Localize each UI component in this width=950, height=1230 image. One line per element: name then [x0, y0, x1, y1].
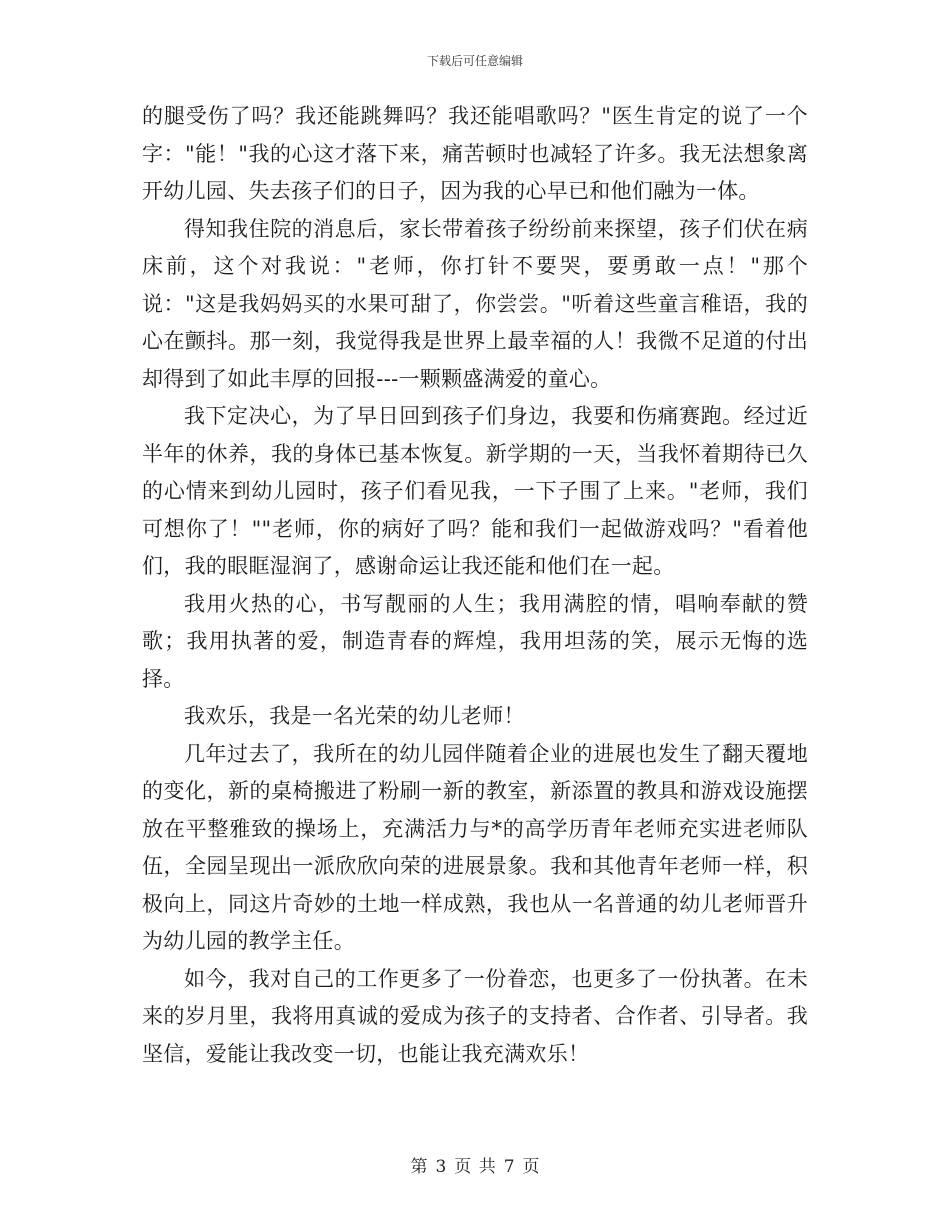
paragraph-5: 我欢乐，我是一名光荣的幼儿老师！: [184, 704, 525, 728]
paragraph-2: 得知我住院的消息后，家长带着孩子纷纷前来探望，孩子们伏在病床前，这个对我说："老师，你打针不要哭，要勇敢一点！"那个说："这是我妈妈买的水果可甜了，你尝尝。"听着这些童言稚语，我的心在颤抖。那一刻，我觉得我是世界上最幸福的人！我微不足道的付出却得到了如此丰厚的回报---一颗颗盛满爱的童心。: [142, 216, 808, 391]
document-body: [142, 98, 808, 1073]
paragraph-1: 的腿受伤了吗？我还能跳舞吗？我还能唱歌吗？"医生肯定的说了一个字："能！"我的心这才落下来，痛苦顿时也减轻了许多。我无法想象离开幼儿园、失去孩子们的日子，因为我的心早已和他们融为一体。: [142, 104, 808, 203]
paragraph-3: 我下定决心，为了早日回到孩子们身边，我要和伤痛赛跑。经过近半年的休养，我的身体已基本恢复。新学期的一天，当我怀着期待已久的心情来到幼儿园时，孩子们看见我，一下子围了上来。"老师，我们可想你了！""老师，你的病好了吗？能和我们一起做游戏吗？"看着他们，我的眼眶湿润了，感谢命运让我还能和他们在一起。: [142, 404, 808, 578]
paragraph-4: 我用火热的心，书写靓丽的人生；我用满腔的情，唱响奉献的赞歌；我用执著的爱，制造青春的辉煌，我用坦荡的笑，展示无悔的选择。: [142, 591, 808, 691]
footer-middle: 页 共: [454, 1157, 496, 1177]
footer-suffix: 页: [522, 1157, 540, 1177]
footer-prefix: 第: [410, 1157, 428, 1177]
paragraph-7: 如今，我对自己的工作更多了一份眷恋，也更多了一份执著。在未来的岁月里，我将用真诚的爱成为孩子的支持者、合作者、引导者。我坚信，爱能让我改变一切，也能让我充满欢乐！: [142, 966, 808, 1066]
footer-current-page: 3: [435, 1157, 447, 1177]
paragraph-6: 几年过去了，我所在的幼儿园伴随着企业的进展也发生了翻天覆地的变化，新的桌椅搬进了粉刷一新的教室，新添置的教具和游戏设施摆放在平整雅致的操场上，充满活力与*的高学历青年老师充实进老师队伍，全园呈现出一派欣欣向荣的进展景象。我和其他青年老师一样，积极向上，同这片奇妙的土地一样成熟，我也从一名普通的幼儿老师晋升为幼儿园的教学主任。: [142, 741, 808, 953]
footer-total-pages: 7: [503, 1157, 515, 1177]
page-header-note: 下载后可任意编辑: [426, 54, 523, 68]
page-number-footer: [0, 1152, 950, 1177]
